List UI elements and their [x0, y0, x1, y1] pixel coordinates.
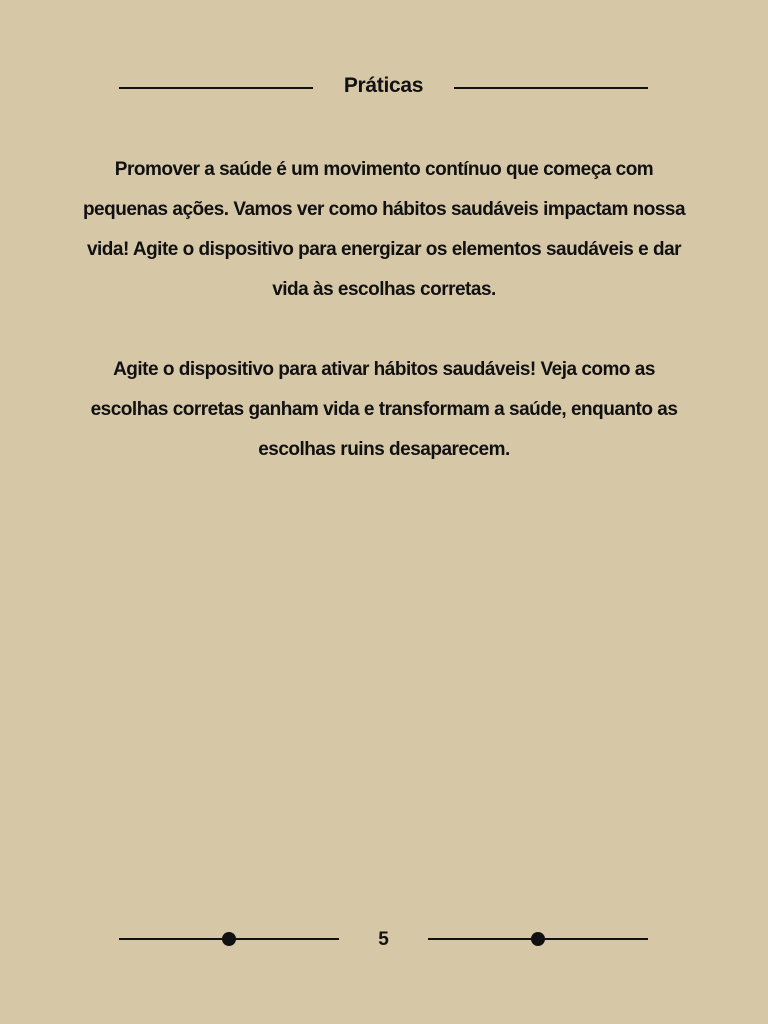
header-rule-left — [119, 87, 313, 89]
footer-dot-right — [531, 932, 545, 946]
page-title: Práticas — [343, 74, 424, 97]
body-text — [74, 150, 694, 470]
header-rule-right — [454, 87, 648, 89]
paragraph-instruction: Agite o dispositivo para ativar hábitos saudáveis! Veja como as escolhas corretas ganham vida e transformam a saúde, enquanto as escolhas ruins desaparecem. — [90, 359, 678, 460]
page-number: 5 — [378, 929, 389, 950]
page-footer — [0, 926, 768, 956]
paragraph-intro: Promover a saúde é um movimento contínuo que começa com pequenas ações. Vamos ver como hábitos saudáveis impactam nossa vida! Agite o dispositivo para energizar os elementos saudáveis e dar vida às escolhas corretas. — [82, 159, 686, 300]
page-header — [0, 72, 768, 102]
footer-dot-left — [222, 932, 236, 946]
